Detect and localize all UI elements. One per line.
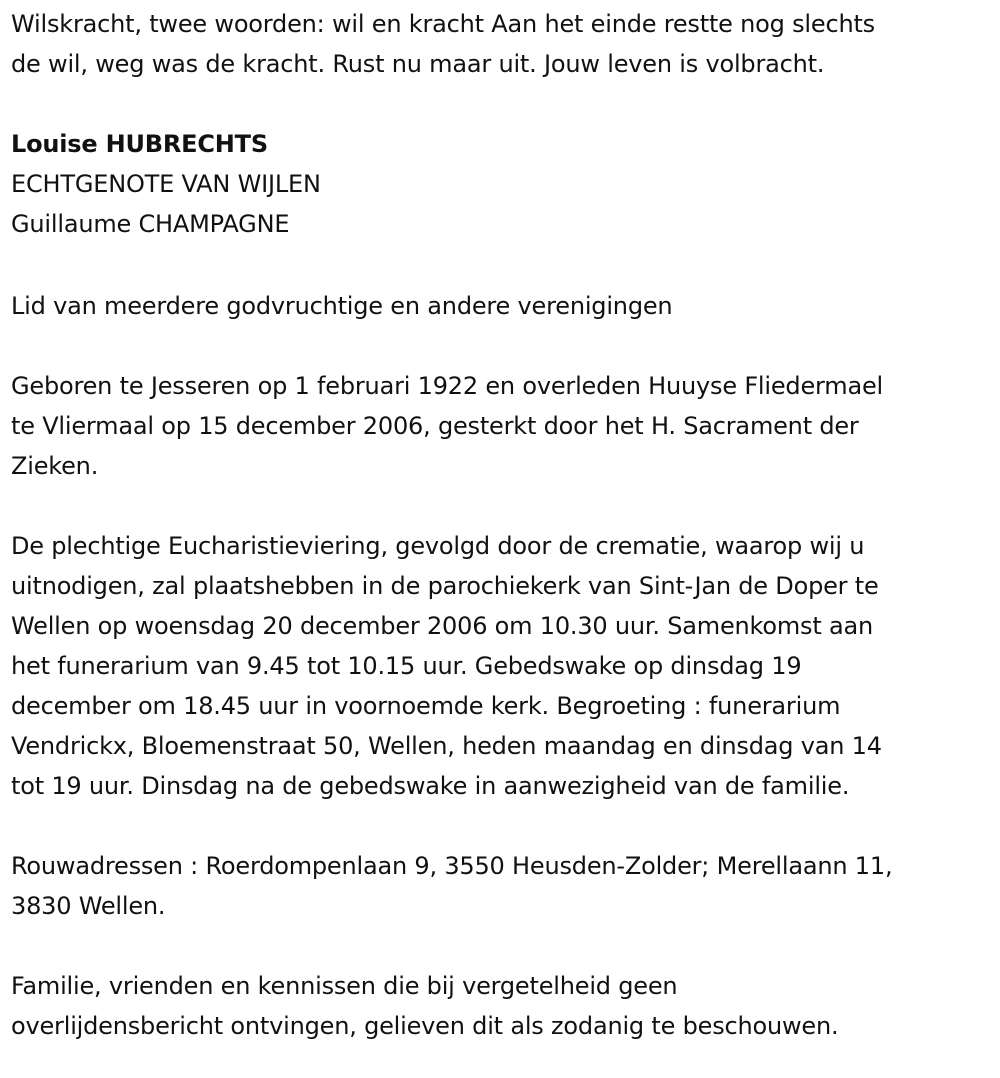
poem-line: de wil, weg was de kracht. Rust nu maar uit. Jouw leven is volbracht. <box>11 50 825 78</box>
paragraph-line: Geboren te Jesseren op 1 februari 1922 en overleden Huuyse Fliedermael <box>11 372 883 400</box>
addresses-paragraph <box>11 846 991 926</box>
birth-death-paragraph <box>11 366 991 486</box>
paragraph-line: Rouwadressen : Roerdompenlaan 9, 3550 Heusden-Zolder; Merellaann 11, <box>11 852 893 880</box>
paragraph-line: tot 19 uur. Dinsdag na de gebedswake in aanwezigheid van de familie. <box>11 772 850 800</box>
membership-line: Lid van meerdere godvruchtige en andere verenigingen <box>11 292 673 320</box>
deceased-block <box>11 124 991 244</box>
paragraph-line: december om 18.45 uur in voornoemde kerk. Begroeting : funerarium <box>11 692 841 720</box>
spouse-name: Guillaume CHAMPAGNE <box>11 210 290 238</box>
paragraph-line: De plechtige Eucharistieviering, gevolgd door de crematie, waarop wij u <box>11 532 865 560</box>
paragraph-line: uitnodigen, zal plaatshebben in de parochiekerk van Sint-Jan de Doper te <box>11 572 879 600</box>
poem-block <box>11 4 991 84</box>
relation-line: ECHTGENOTE VAN WIJLEN <box>11 170 321 198</box>
ceremony-paragraph <box>11 526 991 806</box>
poem-line: Wilskracht, twee woorden: wil en kracht Aan het einde restte nog slechts <box>11 10 875 38</box>
paragraph-line: 3830 Wellen. <box>11 892 166 920</box>
paragraph-line: Vendrickx, Bloemenstraat 50, Wellen, heden maandag en dinsdag van 14 <box>11 732 882 760</box>
paragraph-line: te Vliermaal op 15 december 2006, gesterkt door het H. Sacrament der <box>11 412 859 440</box>
obituary-document <box>11 4 991 1046</box>
paragraph-line: overlijdensbericht ontvingen, gelieven dit als zodanig te beschouwen. <box>11 1012 839 1040</box>
membership-block <box>11 286 991 326</box>
paragraph-line: het funerarium van 9.45 tot 10.15 uur. Gebedswake op dinsdag 19 <box>11 652 802 680</box>
paragraph-line: Wellen op woensdag 20 december 2006 om 10.30 uur. Samenkomst aan <box>11 612 874 640</box>
notice-paragraph <box>11 966 991 1046</box>
paragraph-line: Zieken. <box>11 452 99 480</box>
deceased-name: Louise HUBRECHTS <box>11 130 268 158</box>
paragraph-line: Familie, vrienden en kennissen die bij vergetelheid geen <box>11 972 678 1000</box>
